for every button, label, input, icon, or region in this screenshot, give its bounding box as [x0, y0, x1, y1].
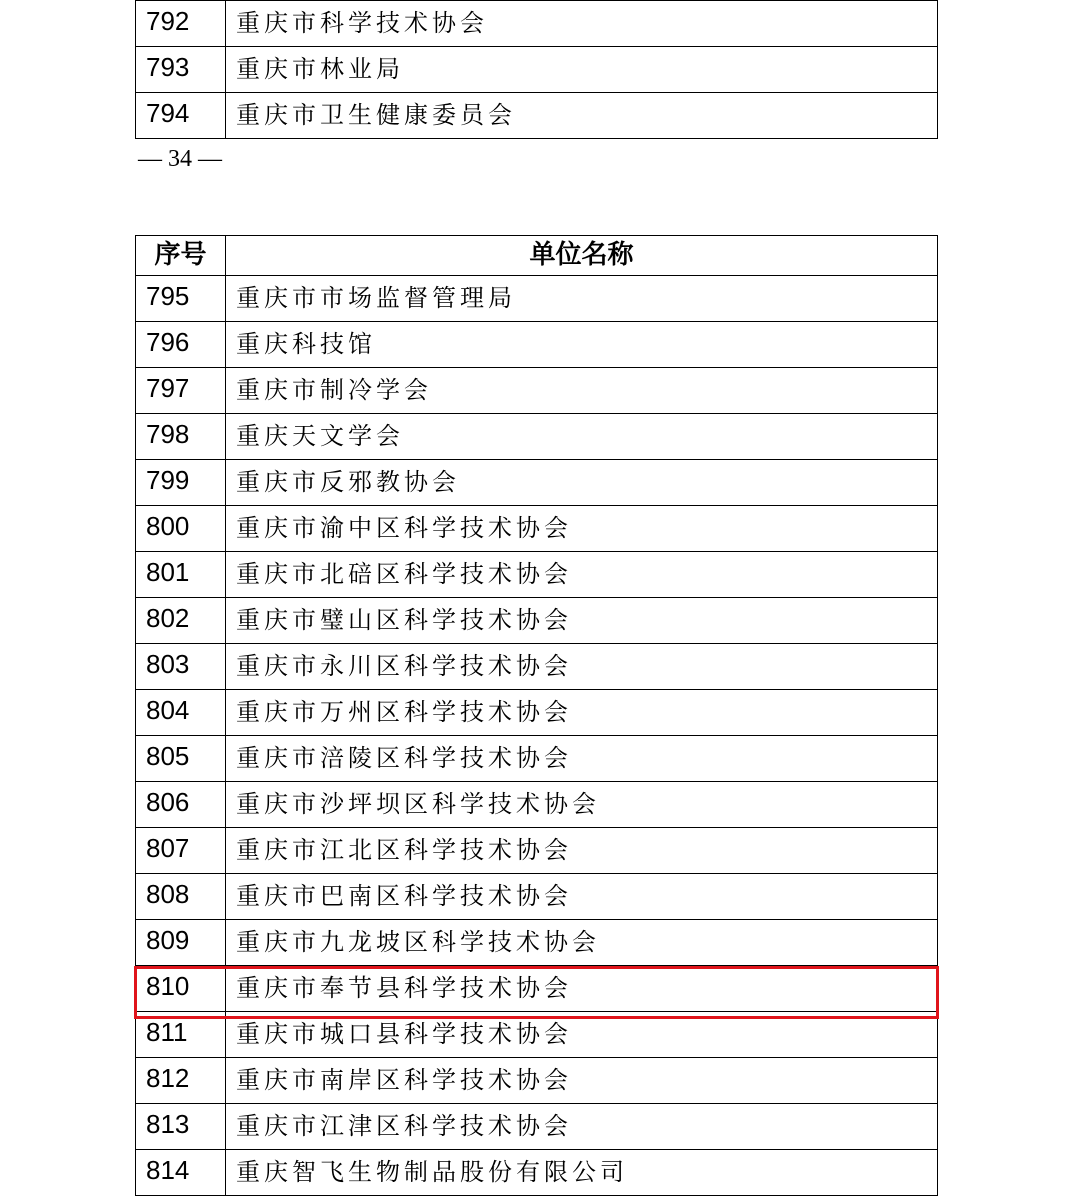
- unit-name: 重庆智飞生物制品股份有限公司: [226, 1150, 938, 1196]
- table-row: [136, 93, 938, 139]
- row-number: 807: [136, 828, 226, 874]
- table-row: [136, 552, 938, 598]
- row-number: 806: [136, 782, 226, 828]
- table-row: [136, 920, 938, 966]
- unit-name: 重庆市江北区科学技术协会: [226, 828, 938, 874]
- header-row: [136, 236, 938, 276]
- row-number: 805: [136, 736, 226, 782]
- row-number: 799: [136, 460, 226, 506]
- row-number: 796: [136, 322, 226, 368]
- table-row: [136, 966, 938, 1012]
- unit-name: 重庆市万州区科学技术协会: [226, 690, 938, 736]
- row-number: 812: [136, 1058, 226, 1104]
- row-number: 813: [136, 1104, 226, 1150]
- table-row: [136, 1, 938, 47]
- table-row: [136, 598, 938, 644]
- row-number: 801: [136, 552, 226, 598]
- row-number: 810: [136, 966, 226, 1012]
- table-row: [136, 1150, 938, 1196]
- table-row: [136, 1012, 938, 1058]
- row-number: 798: [136, 414, 226, 460]
- table-row: [136, 874, 938, 920]
- page-number: — 34 —: [138, 146, 222, 172]
- unit-name: 重庆市九龙坡区科学技术协会: [226, 920, 938, 966]
- unit-name: 重庆市璧山区科学技术协会: [226, 598, 938, 644]
- table-body: [136, 1, 938, 139]
- table-row: [136, 47, 938, 93]
- unit-name: 重庆市沙坪坝区科学技术协会: [226, 782, 938, 828]
- table-row: [136, 322, 938, 368]
- table-row: [136, 460, 938, 506]
- row-number: 797: [136, 368, 226, 414]
- unit-name: 重庆市制冷学会: [226, 368, 938, 414]
- row-number: 808: [136, 874, 226, 920]
- unit-name: 重庆天文学会: [226, 414, 938, 460]
- unit-name: 重庆市反邪教协会: [226, 460, 938, 506]
- row-number: 794: [136, 93, 226, 139]
- row-number: 809: [136, 920, 226, 966]
- unit-name: 重庆市市场监督管理局: [226, 276, 938, 322]
- row-number: 811: [136, 1012, 226, 1058]
- table-row: [136, 828, 938, 874]
- unit-name: 重庆市巴南区科学技术协会: [226, 874, 938, 920]
- table-row: [136, 690, 938, 736]
- unit-name: 重庆市北碚区科学技术协会: [226, 552, 938, 598]
- table-row: [136, 1104, 938, 1150]
- table-row: [136, 276, 938, 322]
- unit-name: 重庆市城口县科学技术协会: [226, 1012, 938, 1058]
- row-number: 800: [136, 506, 226, 552]
- table-row: [136, 1058, 938, 1104]
- row-number: 802: [136, 598, 226, 644]
- table-row: [136, 736, 938, 782]
- unit-name: 重庆市林业局: [226, 47, 938, 93]
- table-row: [136, 782, 938, 828]
- unit-table: [135, 235, 938, 1196]
- table-row: [136, 414, 938, 460]
- unit-name: 重庆市永川区科学技术协会: [226, 644, 938, 690]
- unit-name: 重庆市科学技术协会: [226, 1, 938, 47]
- unit-table-continued: [135, 0, 938, 139]
- table-row: [136, 506, 938, 552]
- unit-name: 重庆市渝中区科学技术协会: [226, 506, 938, 552]
- unit-name: 重庆市江津区科学技术协会: [226, 1104, 938, 1150]
- unit-name: 重庆市南岸区科学技术协会: [226, 1058, 938, 1104]
- row-number: 804: [136, 690, 226, 736]
- row-number: 803: [136, 644, 226, 690]
- unit-name: 重庆市涪陵区科学技术协会: [226, 736, 938, 782]
- row-number: 792: [136, 1, 226, 47]
- unit-name: 重庆科技馆: [226, 322, 938, 368]
- row-number: 814: [136, 1150, 226, 1196]
- unit-name: 重庆市奉节县科学技术协会: [226, 966, 938, 1012]
- row-number: 793: [136, 47, 226, 93]
- table-header: [136, 236, 938, 276]
- header-unit-name: 单位名称: [226, 236, 938, 276]
- table-body: [136, 276, 938, 1196]
- unit-name: 重庆市卫生健康委员会: [226, 93, 938, 139]
- table-row: [136, 368, 938, 414]
- header-number: 序号: [136, 236, 226, 276]
- table-row: [136, 644, 938, 690]
- row-number: 795: [136, 276, 226, 322]
